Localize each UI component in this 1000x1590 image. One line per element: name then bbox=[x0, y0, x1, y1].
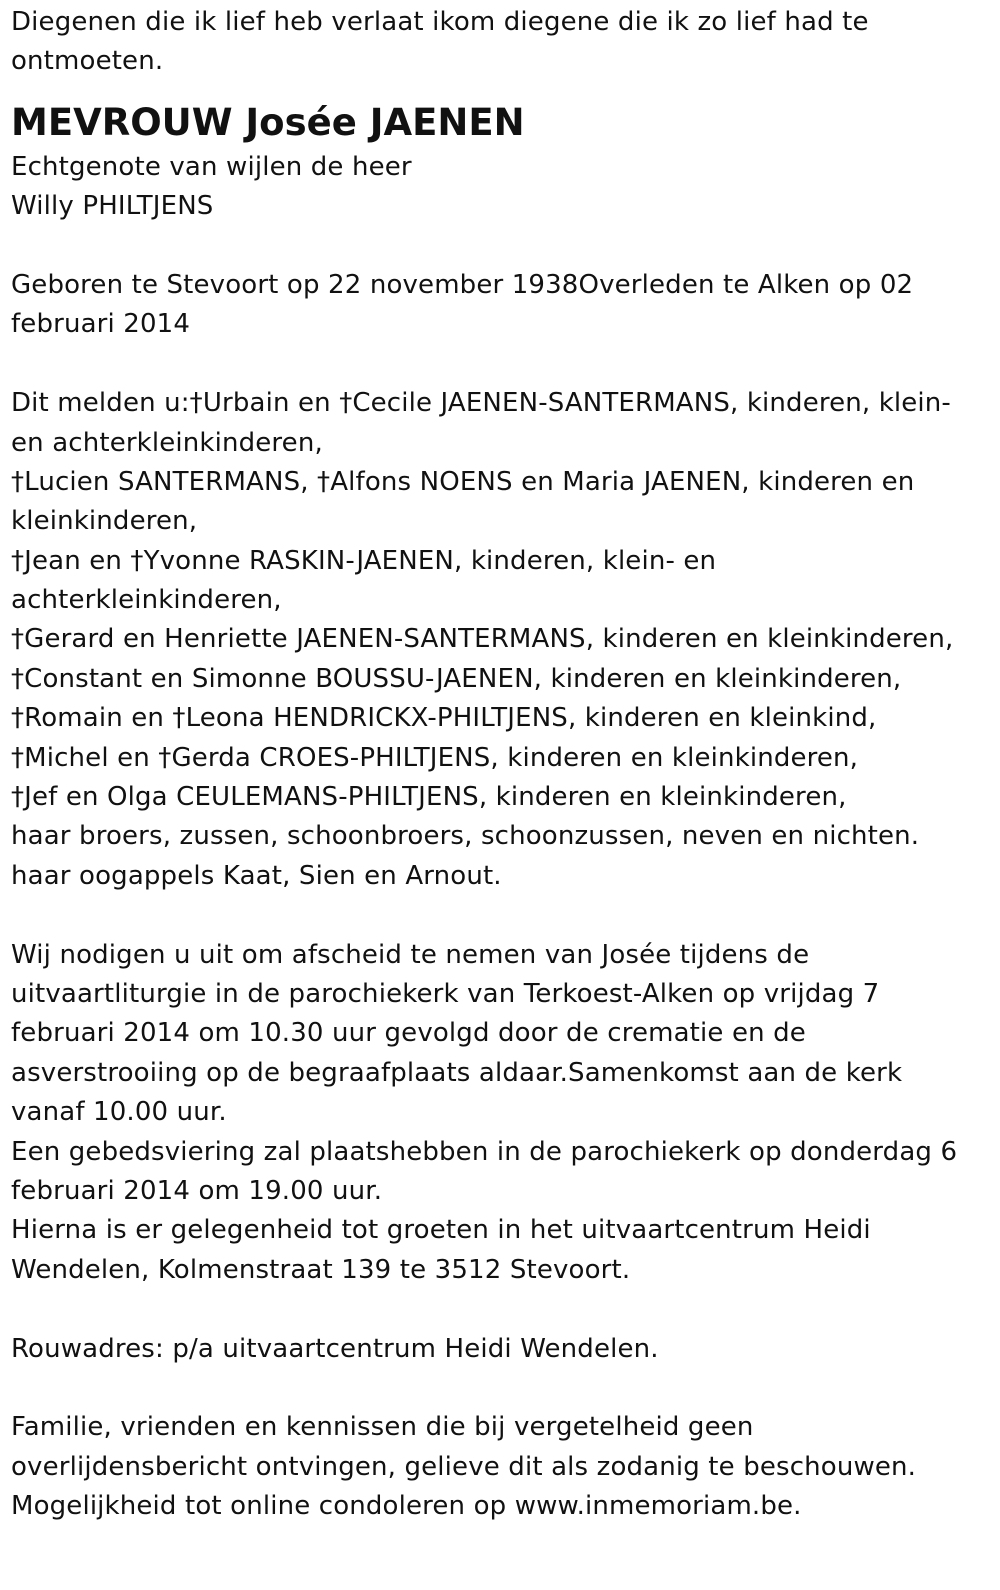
text-line: Een gebedsviering zal plaatshebben in de parochiekerk op donderdag 6 bbox=[11, 1136, 958, 1167]
text-line: Wendelen, Kolmenstraat 139 te 3512 Stevoort. bbox=[11, 1254, 631, 1285]
text-line: Willy PHILTJENS bbox=[11, 191, 214, 222]
text-line: †Lucien SANTERMANS, †Alfons NOENS en Maria JAENEN, kinderen en bbox=[11, 466, 915, 497]
text-line: †Constant en Simonne BOUSSU-JAENEN, kinderen en kleinkinderen, bbox=[11, 663, 902, 694]
birth-death-info bbox=[11, 266, 986, 345]
text-line: †Romain en †Leona HENDRICKX-PHILTJENS, kinderen en kleinkind, bbox=[11, 703, 877, 734]
paragraph-gap bbox=[11, 1290, 986, 1329]
deceased-name: MEVROUW Josée JAENEN bbox=[11, 100, 525, 144]
paragraph-gap bbox=[11, 227, 986, 266]
announced-by bbox=[11, 384, 986, 896]
text-line: Rouwadres: p/a uitvaartcentrum Heidi Wendelen. bbox=[11, 1333, 659, 1364]
text-line: Geboren te Stevoort op 22 november 1938Overleden te Alken op 02 bbox=[11, 269, 914, 300]
text-line: haar oogappels Kaat, Sien en Arnout. bbox=[11, 860, 502, 891]
ceremony-info bbox=[11, 936, 986, 1291]
text-line: februari 2014 bbox=[11, 309, 191, 340]
paragraph-gap bbox=[11, 896, 986, 935]
text-line: †Gerard en Henriette JAENEN-SANTERMANS, kinderen en kleinkinderen, bbox=[11, 624, 954, 655]
text-line: Familie, vrienden en kennissen die bij vergetelheid geen bbox=[11, 1412, 754, 1443]
motto bbox=[11, 3, 986, 82]
text-line: achterkleinkinderen, bbox=[11, 585, 282, 616]
text-line: februari 2014 om 10.30 uur gevolgd door de crematie en de bbox=[11, 1018, 806, 1049]
text-line: vanaf 10.00 uur. bbox=[11, 1097, 227, 1128]
text-line: kleinkinderen, bbox=[11, 506, 198, 537]
text-line: ontmoeten. bbox=[11, 46, 164, 77]
paragraph-gap bbox=[11, 1369, 986, 1408]
obituary-notice bbox=[11, 3, 986, 1526]
text-line: Wij nodigen u uit om afscheid te nemen van Josée tijdens de bbox=[11, 939, 810, 970]
text-line: en achterkleinkinderen, bbox=[11, 427, 323, 458]
text-line: Echtgenote van wijlen de heer bbox=[11, 151, 412, 182]
text-line: februari 2014 om 19.00 uur. bbox=[11, 1175, 383, 1206]
closing-note bbox=[11, 1408, 986, 1526]
text-line: uitvaartliturgie in de parochiekerk van Terkoest-Alken op vrijdag 7 bbox=[11, 978, 880, 1009]
text-line: haar broers, zussen, schoonbroers, schoonzussen, neven en nichten. bbox=[11, 821, 920, 852]
text-line: Hierna is er gelegenheid tot groeten in het uitvaartcentrum Heidi bbox=[11, 1215, 871, 1246]
text-line: asverstrooiing op de begraafplaats aldaar.Samenkomst aan de kerk bbox=[11, 1057, 903, 1088]
text-line: †Jef en Olga CEULEMANS-PHILTJENS, kinderen en kleinkinderen, bbox=[11, 782, 847, 813]
text-line: overlijdensbericht ontvingen, gelieve dit als zodanig te beschouwen. bbox=[11, 1451, 917, 1482]
spouse-info bbox=[11, 148, 986, 227]
paragraph-gap bbox=[11, 345, 986, 384]
text-line: Dit melden u:†Urbain en †Cecile JAENEN-SANTERMANS, kinderen, klein- bbox=[11, 388, 951, 419]
text-line: Diegenen die ik lief heb verlaat ikom diegene die ik zo lief had te bbox=[11, 7, 869, 37]
text-line: Mogelijkheid tot online condoleren op www.inmemoriam.be. bbox=[11, 1491, 802, 1522]
text-line: †Michel en †Gerda CROES-PHILTJENS, kinderen en kleinkinderen, bbox=[11, 742, 859, 773]
mourning-address bbox=[11, 1330, 986, 1369]
text-line: †Jean en †Yvonne RASKIN-JAENEN, kinderen, klein- en bbox=[11, 545, 717, 576]
